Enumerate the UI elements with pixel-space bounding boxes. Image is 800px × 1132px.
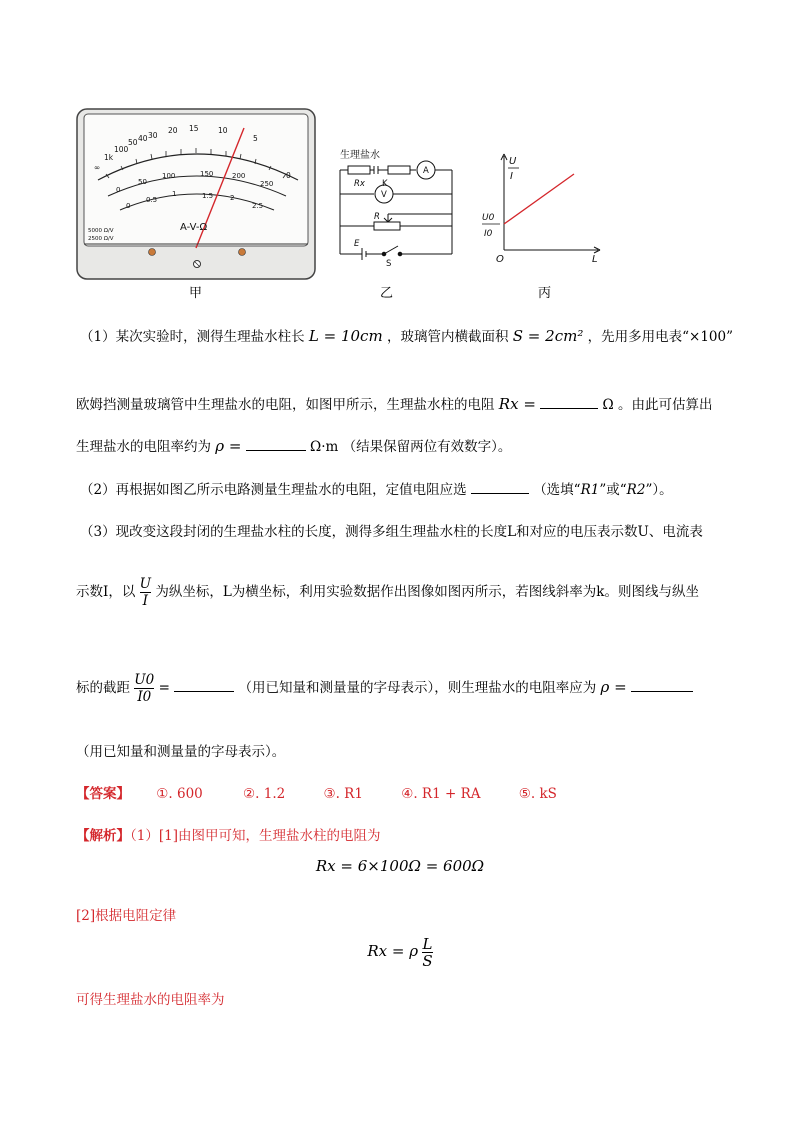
side-label: 5000 Ω/V bbox=[88, 228, 114, 234]
graph-line bbox=[504, 174, 574, 224]
q3-line3: 标的截距 $\frac{U0}{I0}$ = （用已知量和测量量的字母表示），则生理盐水的电阻率应为 ρ = bbox=[76, 672, 693, 705]
label-r: R bbox=[374, 212, 380, 222]
label-k: K bbox=[382, 179, 388, 189]
caption-jia: 甲 bbox=[189, 286, 203, 301]
q3-line1: （3）现改变这段封闭的生理盐水柱的长度，测得多组生理盐水柱的长度L和对应的电压表示数U、电流表 bbox=[80, 524, 703, 540]
terminal-icon bbox=[149, 249, 156, 256]
ohm-label: 5 bbox=[253, 134, 258, 143]
label-s: S bbox=[386, 259, 392, 266]
analysis-label: 【解析】 bbox=[76, 828, 130, 844]
ohm-label: 15 bbox=[189, 124, 199, 133]
figure-bing bbox=[474, 150, 614, 270]
side-label: 2500 Ω/V bbox=[88, 236, 114, 242]
q3-line2: 示数I，以 $\frac{U}{I}$ 为纵坐标，L为横坐标，利用实验数据作出图像如图丙所示，若图线斜率为k。则图线与纵坐 bbox=[76, 576, 699, 609]
ohm-label: 0 bbox=[286, 171, 291, 180]
answer-label: 【答案】 bbox=[76, 786, 130, 802]
ac-label: 1 bbox=[172, 190, 177, 198]
q1-line1: （1）某次实验时，测得生理盐水柱长 L = 10cm ，玻璃管内横截面积 S = 2cm² ，先用多用电表“×100” bbox=[80, 327, 734, 345]
label-saline: 生理盐水 bbox=[340, 150, 380, 161]
caption-bing: 丙 bbox=[538, 286, 552, 301]
answer-item: ③. R1 bbox=[323, 786, 363, 802]
analysis-line2: [2]根据电阻定律 bbox=[76, 908, 177, 924]
label-e: E bbox=[354, 239, 360, 249]
dc-label: 250 bbox=[260, 180, 274, 188]
q1-line3: 生理盐水的电阻率约为 ρ = Ω·m （结果保留两位有效数字）。 bbox=[76, 437, 512, 455]
caption-yi: 乙 bbox=[380, 286, 394, 301]
ohm-label: 50 bbox=[128, 138, 138, 147]
ac-label: 2 bbox=[230, 194, 235, 202]
ui-l-graph bbox=[474, 150, 614, 270]
q2-line: （2）再根据如图乙所示电路测量生理盐水的电阻，定值电阻应选 （选填“R1”或“R2”）。 bbox=[80, 482, 673, 498]
dc-label: 50 bbox=[138, 178, 147, 186]
figure-jia bbox=[76, 108, 316, 280]
ac-label: 2.5 bbox=[252, 202, 264, 210]
analysis-line1: 【解析】（1）[1]由图甲可知，生理盐水柱的电阻为 bbox=[76, 828, 381, 844]
q3-line4: （用已知量和测量量的字母表示）。 bbox=[76, 744, 286, 760]
intercept-num: U0 bbox=[482, 213, 495, 223]
ohm-label: 100 bbox=[114, 145, 129, 154]
ac-label: 0.5 bbox=[146, 196, 158, 204]
terminal-icon bbox=[239, 249, 246, 256]
label-rx: Rx bbox=[354, 179, 365, 189]
dc-label: 0 bbox=[116, 186, 121, 194]
answer-row bbox=[76, 784, 557, 804]
ac-label: 0 bbox=[126, 202, 131, 210]
meter-label: A-V-Ω bbox=[180, 222, 208, 233]
y-axis-num: U bbox=[509, 156, 517, 167]
ohm-label: 10 bbox=[218, 126, 228, 135]
q1-line2: 欧姆挡测量玻璃管中生理盐水的电阻，如图甲所示，生理盐水柱的电阻 Rx = Ω 。由此可估算出 bbox=[76, 395, 713, 413]
circuit-diagram bbox=[334, 142, 458, 266]
answer-item: ①. 600 bbox=[156, 786, 203, 802]
equation-1: Rx = 6×100Ω = 600Ω bbox=[315, 857, 485, 875]
origin-label: O bbox=[496, 254, 504, 265]
answer-item: ④. R1 + RA bbox=[401, 786, 481, 802]
dc-label: 200 bbox=[232, 172, 246, 180]
ohm-label: 1k bbox=[104, 153, 114, 162]
dc-label: 150 bbox=[200, 170, 214, 178]
ohm-label: 20 bbox=[168, 126, 178, 135]
figure-yi bbox=[334, 142, 458, 266]
answer-item: ②. 1.2 bbox=[243, 786, 286, 802]
ohm-label: 40 bbox=[138, 134, 148, 143]
answer-item: ⑤. kS bbox=[518, 786, 557, 802]
intercept-den: I0 bbox=[484, 229, 493, 239]
equation-2: Rx = ρ $\frac{L}{S}$ bbox=[367, 935, 433, 970]
dc-label: 100 bbox=[162, 172, 176, 180]
ohm-label: ∞ bbox=[94, 163, 101, 172]
y-axis-den: I bbox=[510, 171, 513, 182]
x-axis-label: L bbox=[592, 254, 598, 265]
voltmeter-label: V bbox=[381, 190, 387, 200]
ammeter-label: A bbox=[423, 166, 429, 176]
ac-label: 1.5 bbox=[202, 192, 214, 200]
analysis-line3: 可得生理盐水的电阻率为 bbox=[76, 992, 225, 1008]
multimeter-image bbox=[76, 108, 316, 280]
ohm-label: 30 bbox=[148, 131, 158, 140]
